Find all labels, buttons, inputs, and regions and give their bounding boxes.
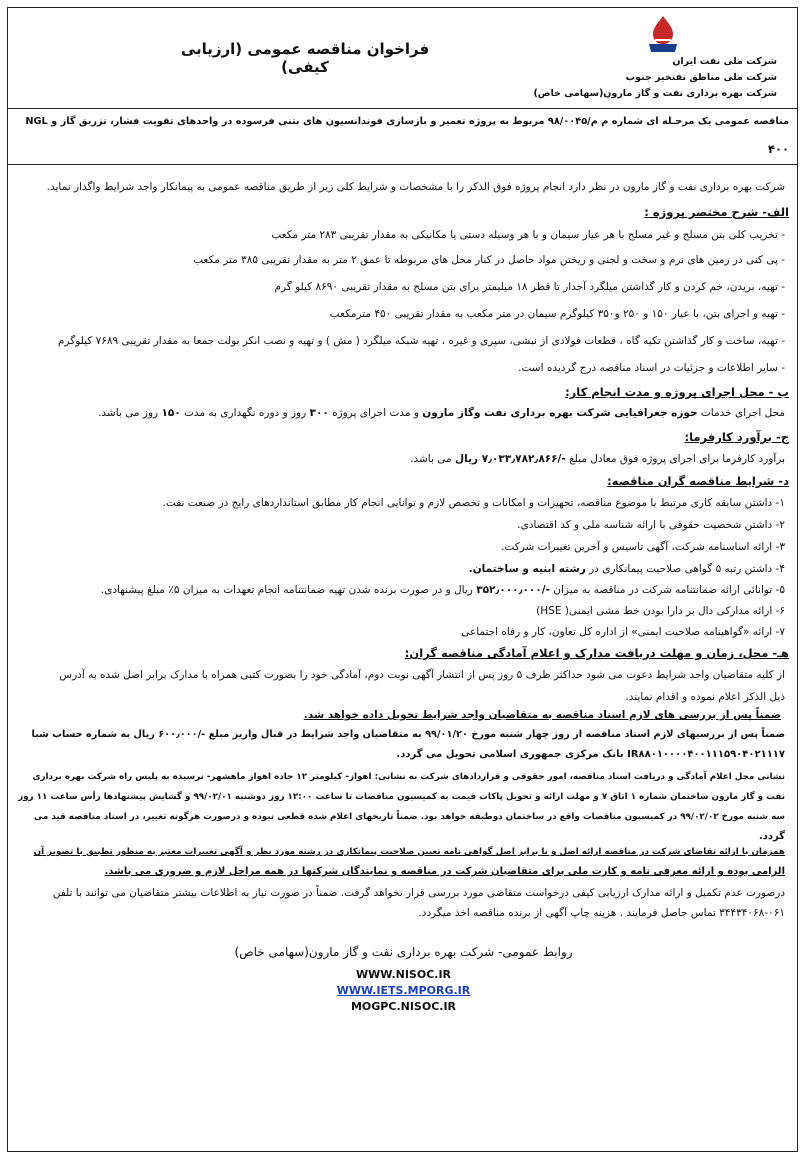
section-d-item-5: ۵- توانائی ارائه ضمانتنامه شرکت در مناقصه به میزان -/۳۵۲٫۰۰۰٫۰۰۰ ریال و در صورت برنده شدن تهیه ضمانتنامه انجام تعهدات به میزان ۵٪ مبلغ پیشنهادی.: [100, 584, 785, 596]
subject-line-1: مناقصه عمومی یک مرحـله ای شماره م م/۹۸/۰۰۴۵ مربوط به پروژه تعمیر و بازسازی فوندانسیون های بتنی فرسوده در واحدهای تقویت فشار، تزریق گاز و NGL: [25, 116, 789, 127]
final-note-line: ۳۴۴۳۴۰۶۸-۰۶۱ تماس حاصل فرمایند . هزینه چاپ آگهی از برنده مناقصه اخذ میگردد.: [418, 907, 785, 919]
section-d-item-7: ۷- ارائه «گواهینامه صلاحیت ایمنی» از اداره کل تعاون، کار و رفاه اجتماعی: [461, 626, 785, 638]
address-line: نشانی محل اعلام آمادگی و دریافت اسناد مناقصه، امور حقوقی و قراردادهای شرکت به نشانی: اهواز- کیلومتر ۱۲ جاده اهواز ماهشهر- نرسیده به پلیس راه شرکت بهره برداری: [32, 772, 785, 782]
website-link[interactable]: WWW.NISOC.IR: [355, 968, 452, 981]
section-a-item: - تخریب کلی بتن مسلح و غیر مسلح با هر عیار سیمان و با هر وسیله دستی یا مکانیکی به مقدار تقریبی ۲۸۳ متر مکعب: [271, 229, 785, 241]
intro-paragraph: شرکت بهره برداری نفت و گاز مارون در نظر دارد انجام پروژه فوق الذکر را با مشخصات و شرایط کلی زیر از طریق مناقصه عمومی به پیمانکار واجد شرایط واگذار نماید.: [46, 181, 785, 193]
address-line: سه شنبه مورخ ۹۹/۰۲/۰۲ در کمیسیون مناقصات واقع در ساختمان دوطبقه خواهد بود. ضمناً تاریخهای اعلام شده قطعی نبوده و درصورت هرگونه تغییر، در اسناد مناقصه قید می: [34, 812, 785, 822]
address-line: گردد.: [758, 831, 785, 842]
header-divider: [8, 108, 797, 109]
website-link[interactable]: WWW.IETS.MPORG.IR: [336, 984, 471, 997]
section-b-text: محل اجرای خدمات حوزه جغرافیایی شرکت بهره برداری نفت وگاز مارون و مدت اجرای پروژه ۳۰۰ روز و دوره نگهداری به مدت ۱۵۰ روز می باشد.: [98, 407, 785, 419]
section-d-item: ۲- داشتن شخصیت حقوقی با ارائه شناسه ملی و کد اقتصادی.: [517, 519, 785, 531]
nioc-logo-icon: [645, 14, 681, 54]
note-docs-delivery: ضمناً پس از بررسی های لازم اسناد مناقصه به متقاضیان واجد شرایط تحویل داده خواهد شد.: [303, 709, 781, 721]
section-a-title: الف- شرح مختصر پروژه :: [644, 205, 789, 219]
section-d-item-6: ۶- ارائه مدارکی دال بر دارا بودن خط مشی ایمنی( HSE): [536, 605, 785, 617]
subject-line-2: ۴۰۰: [767, 142, 789, 156]
company-name-2: شرکت ملی مناطق نفتخیز جنوب: [625, 72, 777, 83]
section-d-title: د- شرایط مناقصه گران مناقصه:: [607, 474, 789, 488]
note-payment-line: IR۸۸۰۱۰۰۰۰۴۰۰۱۱۱۵۹۰۴۰۲۱۱۱۷ بانک مرکزی جمهوری اسلامی تحویل می گردد.: [396, 749, 785, 760]
section-a-item: - تهیه، بریدن، خم کردن و کار گذاشتن میلگرد آجدار تا قطر ۱۸ میلیمتر برای بتن مسلح به مقدار تقریبی ۸۶۹۰ کیلو گرم: [274, 281, 785, 293]
signature: روابط عمومی- شرکت بهره برداری نفت و گاز مارون(سهامی خاص): [234, 945, 573, 959]
section-a-item: - تهیه و اجرای بتن، با عیار ۱۵۰ و ۲۵۰ و۳۵۰ کیلوگرم سیمان در متر مکعب به مقدار تقریبی ۴۵۰ مترمکعب: [329, 308, 785, 320]
note-payment-line: ضمناً پس از بررسیهای لازم اسناد مناقصه از روز چهار شنبه مورخ ۹۹/۰۱/۲۰ به متقاضیان واجد شرایط در قبال واریز مبلغ -/۶۰۰٫۰۰۰ ریال به شماره حساب شبا: [31, 729, 785, 740]
section-d-item-4: ۴- داشتن رتبه ۵ گواهی صلاحیت پیمانکاری در رشته ابنیه و ساختمان.: [468, 563, 785, 575]
section-c-title: ج- برآورد کارفرما:: [684, 430, 789, 444]
company-name-3: شرکت بهره برداری نفت و گاز مارون(سهامی خاص): [533, 88, 777, 99]
doc-title: فراخوان مناقصه عمومی (ارزیابی کیفی): [180, 40, 430, 76]
section-d-item: ۳- ارائه اساسنامه شرکت، آگهی تاسیس و آخرین تغییرات شرکت.: [501, 541, 785, 553]
section-e-title: هـ- محل، زمان و مهلت دریافت مدارک و اعلام آمادگی مناقصه گران:: [404, 646, 789, 660]
company-name-1: شرکت ملی نفت ایران: [672, 56, 777, 67]
section-a-item: - پی کنی در زمین های نرم و سخت و لجنی و ریختن مواد حاصل در کنار محل های مربوطه تا عمق ۲ متر به مقدار تقریبی ۳۸۵ متر مکعب: [193, 254, 785, 266]
id-requirement-line: همزمان با ارائه تقاضای شرکت در مناقصه ارائه اصل و یا برابر اصل گواهی نامه تعیین صلاحیت پیمانکاری در رشته مورد نظر و آگهی تغییرات معتبر به منظور تطبیق با تصویر آن: [33, 847, 785, 857]
section-d-item: ۱- داشتن سابقه کاری مرتبط با موضوع مناقصه، تجهیزات و امکانات و تخصص لازم و توانایی انجام کار مطابق استانداردهای رایج در صنعت نفت.: [162, 497, 785, 509]
section-a-item: - سایر اطلاعات و جزئیات در اسناد مناقصه درج گردیده است.: [518, 362, 785, 374]
subject-divider: [8, 164, 797, 165]
id-requirement-line: الزامی بوده و ارائه معرفی نامه و کارت ملی برای متقاضیان شرکت در مناقصه و نمایندگان شرکتها در همه مراحل لازم و ضروری می باشد.: [104, 866, 785, 877]
section-b-title: ب - محل اجرای پروژه و مدت انجام کار:: [565, 385, 789, 399]
section-a-item: - تهیه، ساخت و کار گذاشتن تکیه گاه ، قطعات فولادی از نبشی، سپری و غیره ، تهیه شبکه میلگرد ( مش ) و تهیه و نصب انکر بولت جمعا به مقدار تقریبی ۷۶۸۹ کیلوگرم: [57, 335, 785, 347]
section-e-line: ذیل الذکر اعلام نموده و اقدام نمایند.: [625, 691, 785, 703]
website-link[interactable]: MOGPC.NISOC.IR: [350, 1000, 457, 1013]
section-c-text: برآورد کارفرما برای اجرای پروژه فوق معادل مبلغ -/۷٫۰۳۳٫۷۸۲٫۸۶۶ ریال می باشد.: [410, 453, 785, 465]
final-note-line: درصورت عدم تکمیل و ارائه مدارک ارزیابی کیفی درخواست متقاضی مورد بررسی قرار نخواهد گرفت. ضمناً در صورت نیاز به اطلاعات بیشتر متقاضیان می توانند با تلفن: [52, 887, 785, 899]
address-line: نفت و گاز مارون ساختمان شماره ۱ اتاق ۷ و مهلت ارائه و تحویل پاکات قیمت به کمیسیون مناقصات تا ساعت ۱۲:۰۰ روز دوشنبه ۹۹/۰۲/۰۱ و گشایش پیشنهادها رأس ساعت ۱۱ روز: [18, 792, 785, 802]
section-e-line: از کلیه متقاضیان واجد شرایط دعوت می شود حداکثر ظرف ۵ روز پس از انتشار آگهی نوبت دوم، آمادگی خود را بصورت کتبی همراه با مدارک برابر اصل شده به آدرس: [59, 669, 785, 681]
